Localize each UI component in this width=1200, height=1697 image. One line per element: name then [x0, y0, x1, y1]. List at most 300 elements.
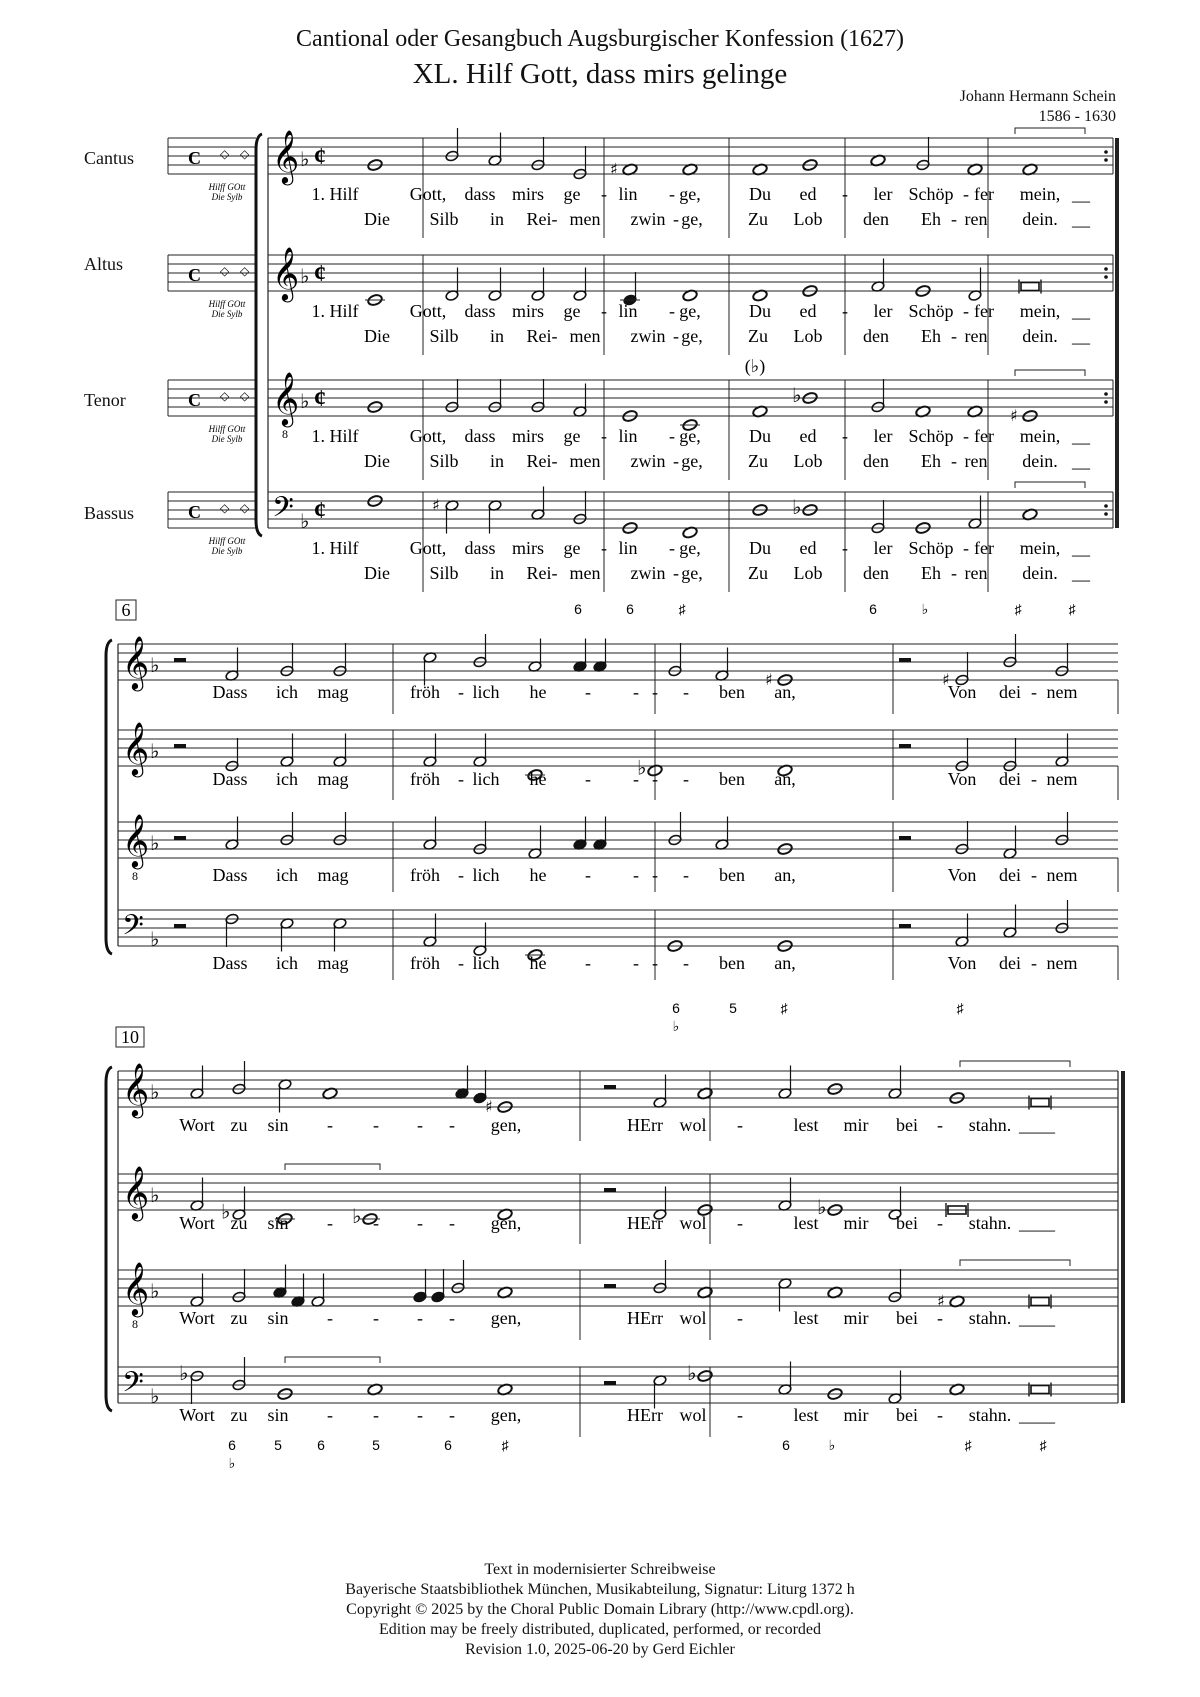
lyric-verse1: fer [974, 184, 994, 204]
flat-sign: ♭ [300, 389, 310, 413]
lyric-verse1: mein, [1019, 426, 1061, 446]
lyric-verse1: mirs [511, 538, 545, 558]
incipit-text: Hilff GOtt [208, 182, 246, 192]
incipit-text: Hilff GOtt [208, 536, 246, 546]
lyric-line: HErr [627, 1405, 663, 1425]
repeat-dot [1104, 400, 1108, 404]
half-rest [899, 836, 911, 840]
lyric-line: sin [267, 1405, 289, 1425]
part-name-cantus: Cantus [84, 148, 135, 168]
treble-clef-icon: 𝄞 [122, 1165, 150, 1219]
flat-sign: ♭ [150, 1384, 160, 1408]
repeat-dot [1104, 392, 1108, 396]
lyric-line: - [683, 769, 689, 789]
lyric-line: sin [267, 1308, 289, 1328]
tenor-annotation: (♭) [744, 356, 766, 376]
lyric-line: HErr [627, 1115, 663, 1135]
ligature-bracket [1015, 128, 1085, 134]
sharp-sign: ♯ [942, 670, 950, 689]
lyric-verse1: - [842, 538, 848, 558]
lyric-line: mir [843, 1115, 869, 1135]
lyric-line: ich [276, 682, 298, 702]
treble-clef-icon: 𝄞 [272, 129, 300, 183]
lyric-verse2: Zu [748, 563, 768, 583]
lyric-verse2: men [569, 451, 601, 471]
flat-sign: ♭ [792, 495, 802, 519]
lyric-line: nem [1046, 682, 1078, 702]
lyric-line: mir [843, 1405, 869, 1425]
lyric-line: - [652, 953, 658, 973]
figured-bass: ♯ [1014, 601, 1022, 617]
lyric-verse1: mein, [1019, 301, 1061, 321]
sharp-sign: ♯ [937, 1291, 945, 1311]
lyric-verse2: dein. [1022, 326, 1058, 346]
figured-bass: 6 [626, 601, 634, 617]
lyric-verse1: dass [464, 301, 496, 321]
lyric-verse2: - [951, 326, 957, 346]
lyric-line: - [585, 953, 591, 973]
lyric-line: - [417, 1213, 423, 1233]
lyric-line: ben [719, 953, 745, 973]
lyric-verse1: - [601, 538, 607, 558]
lyric-verse2: - [951, 563, 957, 583]
treble-clef-icon: 𝄞 [122, 1062, 150, 1116]
lyric-line: he [529, 865, 547, 885]
lyric-verse1: mein, [1019, 184, 1061, 204]
lyric-line: dei [999, 953, 1021, 973]
lyric-line: nem [1046, 953, 1078, 973]
lyric-verse2: Zu [748, 209, 768, 229]
lyric-line: Wort [179, 1405, 215, 1425]
ligature-bracket [960, 1260, 1070, 1266]
lyric-line: zu [230, 1405, 248, 1425]
lyric-verse1: - [842, 184, 848, 204]
lyric-verse2: Lob [793, 209, 823, 229]
octave-mark: 8 [282, 427, 288, 441]
lyric-line: - [327, 1405, 333, 1425]
lyric-verse1: mirs [511, 426, 545, 446]
lyric-verse1: - [669, 184, 675, 204]
lyric-line: ben [719, 682, 745, 702]
lyric-line: fröh [410, 953, 440, 973]
lyric-verse1: fer [974, 301, 994, 321]
part-name-altus: Altus [84, 254, 124, 274]
lyric-verse2: Eh [921, 563, 941, 583]
lyric-verse1: ge [563, 301, 581, 321]
lyric-line: bei [896, 1308, 918, 1328]
lyric-line: gen, [490, 1213, 522, 1233]
repeat-dot [1104, 267, 1108, 271]
lyric-verse2: Die [364, 451, 390, 471]
incipit-text: Die Sylb [211, 546, 243, 556]
footer-line: Bayerische Staatsbibliothek München, Musikabteilung, Signatur: Liturg 1372 h [345, 1581, 855, 1598]
composer-dates: 1586 - 1630 [1038, 108, 1116, 125]
lyric-verse2: - [951, 451, 957, 471]
lyric-line: stahn. [968, 1405, 1012, 1425]
figured-bass: ♭ [828, 1437, 836, 1453]
incipit-note: ◇ [220, 501, 230, 515]
lyric-line: sin [267, 1115, 289, 1135]
flat-sign: ♭ [300, 509, 310, 533]
lyric-verse1: Schöp [908, 301, 954, 321]
lyric-verse1: - [669, 538, 675, 558]
figured-bass: 5 [372, 1437, 380, 1453]
lyric-line: zu [230, 1213, 248, 1233]
figured-bass: 5 [274, 1437, 282, 1453]
lyric-line: wol [679, 1308, 707, 1328]
lyric-verse2: Eh [921, 451, 941, 471]
sharp-sign: ♯ [485, 1097, 493, 1116]
repeat-dot [1104, 504, 1108, 508]
lyric-verse2: Rei- [526, 326, 558, 346]
bass-clef-icon: 𝄢 [122, 909, 144, 949]
lyric-line: - [737, 1213, 743, 1233]
measure-number: 10 [121, 1027, 139, 1047]
lyric-verse2: dein. [1022, 451, 1058, 471]
lyric-line: - [458, 865, 464, 885]
half-rest [604, 1188, 616, 1192]
lyric-verse1: - [963, 426, 969, 446]
lyric-verse1: - [963, 301, 969, 321]
lyric-line: an, [774, 682, 796, 702]
lyric-line: ben [719, 865, 745, 885]
piece-title: XL. Hilf Gott, dass mirs gelinge [412, 58, 788, 90]
lyric-verse1: ler [873, 538, 893, 558]
lyric-verse1: ge, [679, 184, 701, 204]
lyric-line: - [585, 682, 591, 702]
lyric-verse1: ge [563, 426, 581, 446]
lyric-line: HErr [627, 1213, 663, 1233]
figured-bass: 6 [444, 1437, 452, 1453]
lyric-verse2: Rei- [526, 209, 558, 229]
lyric-line: - [449, 1115, 455, 1135]
lyric-line: fröh [410, 769, 440, 789]
incipit-note: ◇ [220, 389, 230, 403]
breve-note [1021, 283, 1039, 291]
lyric-verse1: Du [749, 301, 771, 321]
lyric-verse1: ed [799, 184, 817, 204]
lyric-line: Dass [212, 682, 248, 702]
lyric-line: nem [1046, 865, 1078, 885]
ligature-bracket [1015, 482, 1085, 488]
lyric-verse1: ed [799, 538, 817, 558]
lyric-line: mag [317, 953, 349, 973]
lyric-line: dei [999, 865, 1021, 885]
lyric-line: Wort [179, 1308, 215, 1328]
lyric-verse2: in [489, 326, 505, 346]
ligature-bracket [1015, 370, 1085, 376]
lyric-line: lich [472, 865, 500, 885]
half-rest [899, 658, 911, 662]
lyric-verse2: Lob [793, 326, 823, 346]
lyric-line: - [417, 1308, 423, 1328]
lyric-verse2: zwin [630, 563, 666, 583]
lyric-verse1: fer [974, 426, 994, 446]
flat-sign: ♭ [352, 1204, 362, 1228]
lyric-line: ben [719, 769, 745, 789]
lyric-verse1: __ [1072, 538, 1090, 558]
incipit-note: ◇ [220, 147, 230, 161]
lyric-line: gen, [490, 1115, 522, 1135]
lyric-line: gen, [490, 1308, 522, 1328]
lyric-verse2: Silb [429, 209, 459, 229]
lyric-line: Von [947, 769, 977, 789]
lyric-line: lich [472, 682, 500, 702]
lyric-verse1: __ [1072, 184, 1090, 204]
lyric-line: ich [276, 953, 298, 973]
lyric-line: ich [276, 769, 298, 789]
flat-sign: ♭ [221, 1199, 231, 1224]
treble-clef-icon: 𝄞 [272, 246, 300, 300]
lyric-line: - [937, 1213, 943, 1233]
lyric-line: Wort [179, 1115, 215, 1135]
lyric-line: sin [267, 1213, 289, 1233]
lyric-verse2: - [673, 451, 679, 471]
incipit-note: ◇ [240, 264, 250, 278]
figured-bass: 6 [317, 1437, 325, 1453]
half-rest [174, 658, 186, 662]
lyric-verse2: Eh [921, 326, 941, 346]
lyric-line: - [449, 1405, 455, 1425]
repeat-dot [1104, 512, 1108, 516]
lyric-verse2: __ [1072, 451, 1090, 471]
lyric-verse2: __ [1072, 326, 1090, 346]
lyric-verse1: mirs [511, 301, 545, 321]
lyric-verse2: den [863, 209, 889, 229]
footer-line: Revision 1.0, 2025-06-20 by Gerd Eichler [465, 1641, 735, 1658]
bass-clef-icon: 𝄢 [272, 491, 294, 531]
lyric-verse2: den [863, 451, 889, 471]
lyric-verse1: ed [799, 301, 817, 321]
octave-mark: 8 [132, 869, 138, 883]
lyric-verse2: Die [364, 326, 390, 346]
composer-name: Johann Hermann Schein [959, 88, 1116, 105]
lyric-verse1: ed [799, 426, 817, 446]
flat-sign: ♭ [300, 264, 310, 288]
lyric-line: - [327, 1115, 333, 1135]
flat-sign: ♭ [150, 927, 160, 951]
flat-sign: ♭ [150, 1183, 160, 1207]
figured-bass: 6 [228, 1437, 236, 1453]
lyric-line: - [937, 1308, 943, 1328]
incipit-note: ◇ [220, 264, 230, 278]
lyric-verse1: mirs [511, 184, 545, 204]
lyric-line: ____ [1019, 1115, 1055, 1135]
lyric-verse2: - [951, 209, 957, 229]
lyric-verse2: Silb [429, 451, 459, 471]
lyric-line: mir [843, 1308, 869, 1328]
lyric-line: - [1031, 682, 1037, 702]
lyric-line: stahn. [968, 1115, 1012, 1135]
half-rest [604, 1381, 616, 1385]
incipit-text: Die Sylb [211, 192, 243, 202]
lyric-verse1: Schöp [908, 538, 954, 558]
lyric-line: fröh [410, 865, 440, 885]
lyric-line: bei [896, 1405, 918, 1425]
time-signature: ¢ [314, 386, 326, 412]
lyric-line: - [737, 1115, 743, 1135]
figured-bass: ♯ [501, 1437, 509, 1453]
lyric-line: wol [679, 1405, 707, 1425]
lyric-line: - [1031, 865, 1037, 885]
half-rest [604, 1284, 616, 1288]
incipit-text: Die Sylb [211, 434, 243, 444]
lyric-verse1: ge, [679, 538, 701, 558]
lyric-line: stahn. [968, 1308, 1012, 1328]
lyric-line: Dass [212, 953, 248, 973]
repeat-dot [1104, 275, 1108, 279]
lyric-line: dei [999, 682, 1021, 702]
lyric-verse1: Schöp [908, 426, 954, 446]
lyric-line: - [633, 769, 639, 789]
lyric-verse2: in [489, 563, 505, 583]
figured-bass: ♯ [678, 601, 686, 617]
repeat-dot [1104, 158, 1108, 162]
lyric-line: lest [793, 1115, 819, 1135]
lyric-line: Dass [212, 865, 248, 885]
system-bracket [256, 134, 262, 536]
lyric-line: - [937, 1115, 943, 1135]
lyric-line: - [1031, 769, 1037, 789]
figured-bass: 5 [729, 1000, 737, 1016]
lyric-line: mag [317, 865, 349, 885]
sharp-sign: ♯ [610, 159, 618, 179]
lyric-line: - [737, 1308, 743, 1328]
lyric-line: - [1031, 953, 1037, 973]
lyric-line: - [585, 865, 591, 885]
lyric-line: - [652, 682, 658, 702]
lyric-verse1: - [963, 538, 969, 558]
lyric-verse1: 1. Hilf [311, 538, 359, 558]
time-signature: ¢ [314, 498, 326, 524]
incipit-meter: C [188, 502, 201, 522]
lyric-verse1: - [842, 426, 848, 446]
lyric-line: - [683, 682, 689, 702]
lyric-verse1: Du [749, 426, 771, 446]
lyric-line: Von [947, 953, 977, 973]
flat-sign: ♭ [150, 653, 160, 677]
incipit-text: Hilff GOtt [208, 299, 246, 309]
lyric-line: bei [896, 1213, 918, 1233]
measure-number: 6 [121, 600, 131, 620]
lyric-line: mag [317, 682, 349, 702]
figured-bass: ♯ [1039, 1437, 1047, 1453]
lyric-verse2: dein. [1022, 209, 1058, 229]
breve-note [1031, 1099, 1049, 1107]
lyric-line: mir [843, 1213, 869, 1233]
lyric-verse2: Rei- [526, 451, 558, 471]
repeat-dot [1104, 150, 1108, 154]
treble-clef-icon: 𝄞 [122, 813, 150, 867]
incipit-note: ◇ [240, 501, 250, 515]
lyric-verse2: Lob [793, 451, 823, 471]
figured-bass: ♯ [780, 1000, 788, 1016]
lyric-verse1: ge, [679, 426, 701, 446]
sharp-sign: ♯ [1010, 406, 1018, 425]
lyric-verse1: Gott, [409, 301, 447, 321]
lyric-line: - [585, 769, 591, 789]
lyric-line: - [327, 1213, 333, 1233]
lyric-verse1: Gott, [409, 538, 447, 558]
lyric-verse2: zwin [630, 209, 666, 229]
lyric-line: ____ [1019, 1405, 1055, 1425]
lyric-verse2: dein. [1022, 563, 1058, 583]
lyric-verse1: Gott, [409, 426, 447, 446]
ligature-bracket [285, 1357, 380, 1363]
lyric-verse1: dass [464, 184, 496, 204]
lyric-verse2: ge, [681, 326, 703, 346]
lyric-line: lich [472, 953, 500, 973]
half-rest [604, 1085, 616, 1089]
bass-clef-icon: 𝄢 [122, 1366, 144, 1406]
figured-bass: ♭ [672, 1018, 680, 1034]
incipit-text: Hilff GOtt [208, 424, 246, 434]
figured-bass: ♯ [956, 1000, 964, 1016]
lyric-line: nem [1046, 769, 1078, 789]
figured-bass: ♭ [921, 601, 929, 617]
figured-bass: 6 [869, 601, 877, 617]
lyric-verse2: - [673, 326, 679, 346]
time-signature: ¢ [314, 144, 326, 170]
lyric-line: ich [276, 865, 298, 885]
ligature-bracket [960, 1061, 1070, 1067]
lyric-line: - [737, 1405, 743, 1425]
lyric-line: - [373, 1308, 379, 1328]
lyric-line: ____ [1019, 1213, 1055, 1233]
flat-sign: ♭ [687, 1361, 697, 1385]
lyric-verse1: - [842, 301, 848, 321]
flat-sign: ♭ [179, 1361, 189, 1385]
lyric-verse2: men [569, 209, 601, 229]
lyric-verse2: Eh [921, 209, 941, 229]
lyric-line: an, [774, 865, 796, 885]
lyric-verse1: lin [618, 301, 638, 321]
lyric-verse1: ge, [679, 301, 701, 321]
lyric-verse1: ge [563, 538, 581, 558]
lyric-line: - [633, 953, 639, 973]
flat-sign: ♭ [150, 739, 160, 763]
lyric-line: - [683, 865, 689, 885]
lyric-verse1: 1. Hilf [311, 184, 359, 204]
lyric-verse1: - [601, 184, 607, 204]
lyric-line: - [373, 1405, 379, 1425]
lyric-line: - [458, 953, 464, 973]
edition-title: Cantional oder Gesangbuch Augsburgischer Konfession (1627) [295, 26, 905, 52]
lyric-line: bei [896, 1115, 918, 1135]
lyric-verse2: Lob [793, 563, 823, 583]
lyric-line: Dass [212, 769, 248, 789]
lyric-verse2: __ [1072, 209, 1090, 229]
lyric-verse1: fer [974, 538, 994, 558]
figured-bass: ♯ [1068, 601, 1076, 617]
flat-sign: ♭ [792, 383, 802, 407]
lyric-line: wol [679, 1115, 707, 1135]
lyric-line: an, [774, 953, 796, 973]
lyric-line: - [327, 1308, 333, 1328]
lyric-verse2: Silb [429, 326, 459, 346]
lyric-verse1: mein, [1019, 538, 1061, 558]
lyric-line: zu [230, 1115, 248, 1135]
figured-bass: 6 [672, 1000, 680, 1016]
lyric-verse1: Du [749, 538, 771, 558]
lyric-line: - [633, 682, 639, 702]
lyric-verse2: ren [964, 563, 988, 583]
lyric-line: dei [999, 769, 1021, 789]
lyric-line: HErr [627, 1308, 663, 1328]
lyric-verse2: den [863, 326, 889, 346]
lyric-line: - [449, 1308, 455, 1328]
half-rest [174, 924, 186, 928]
